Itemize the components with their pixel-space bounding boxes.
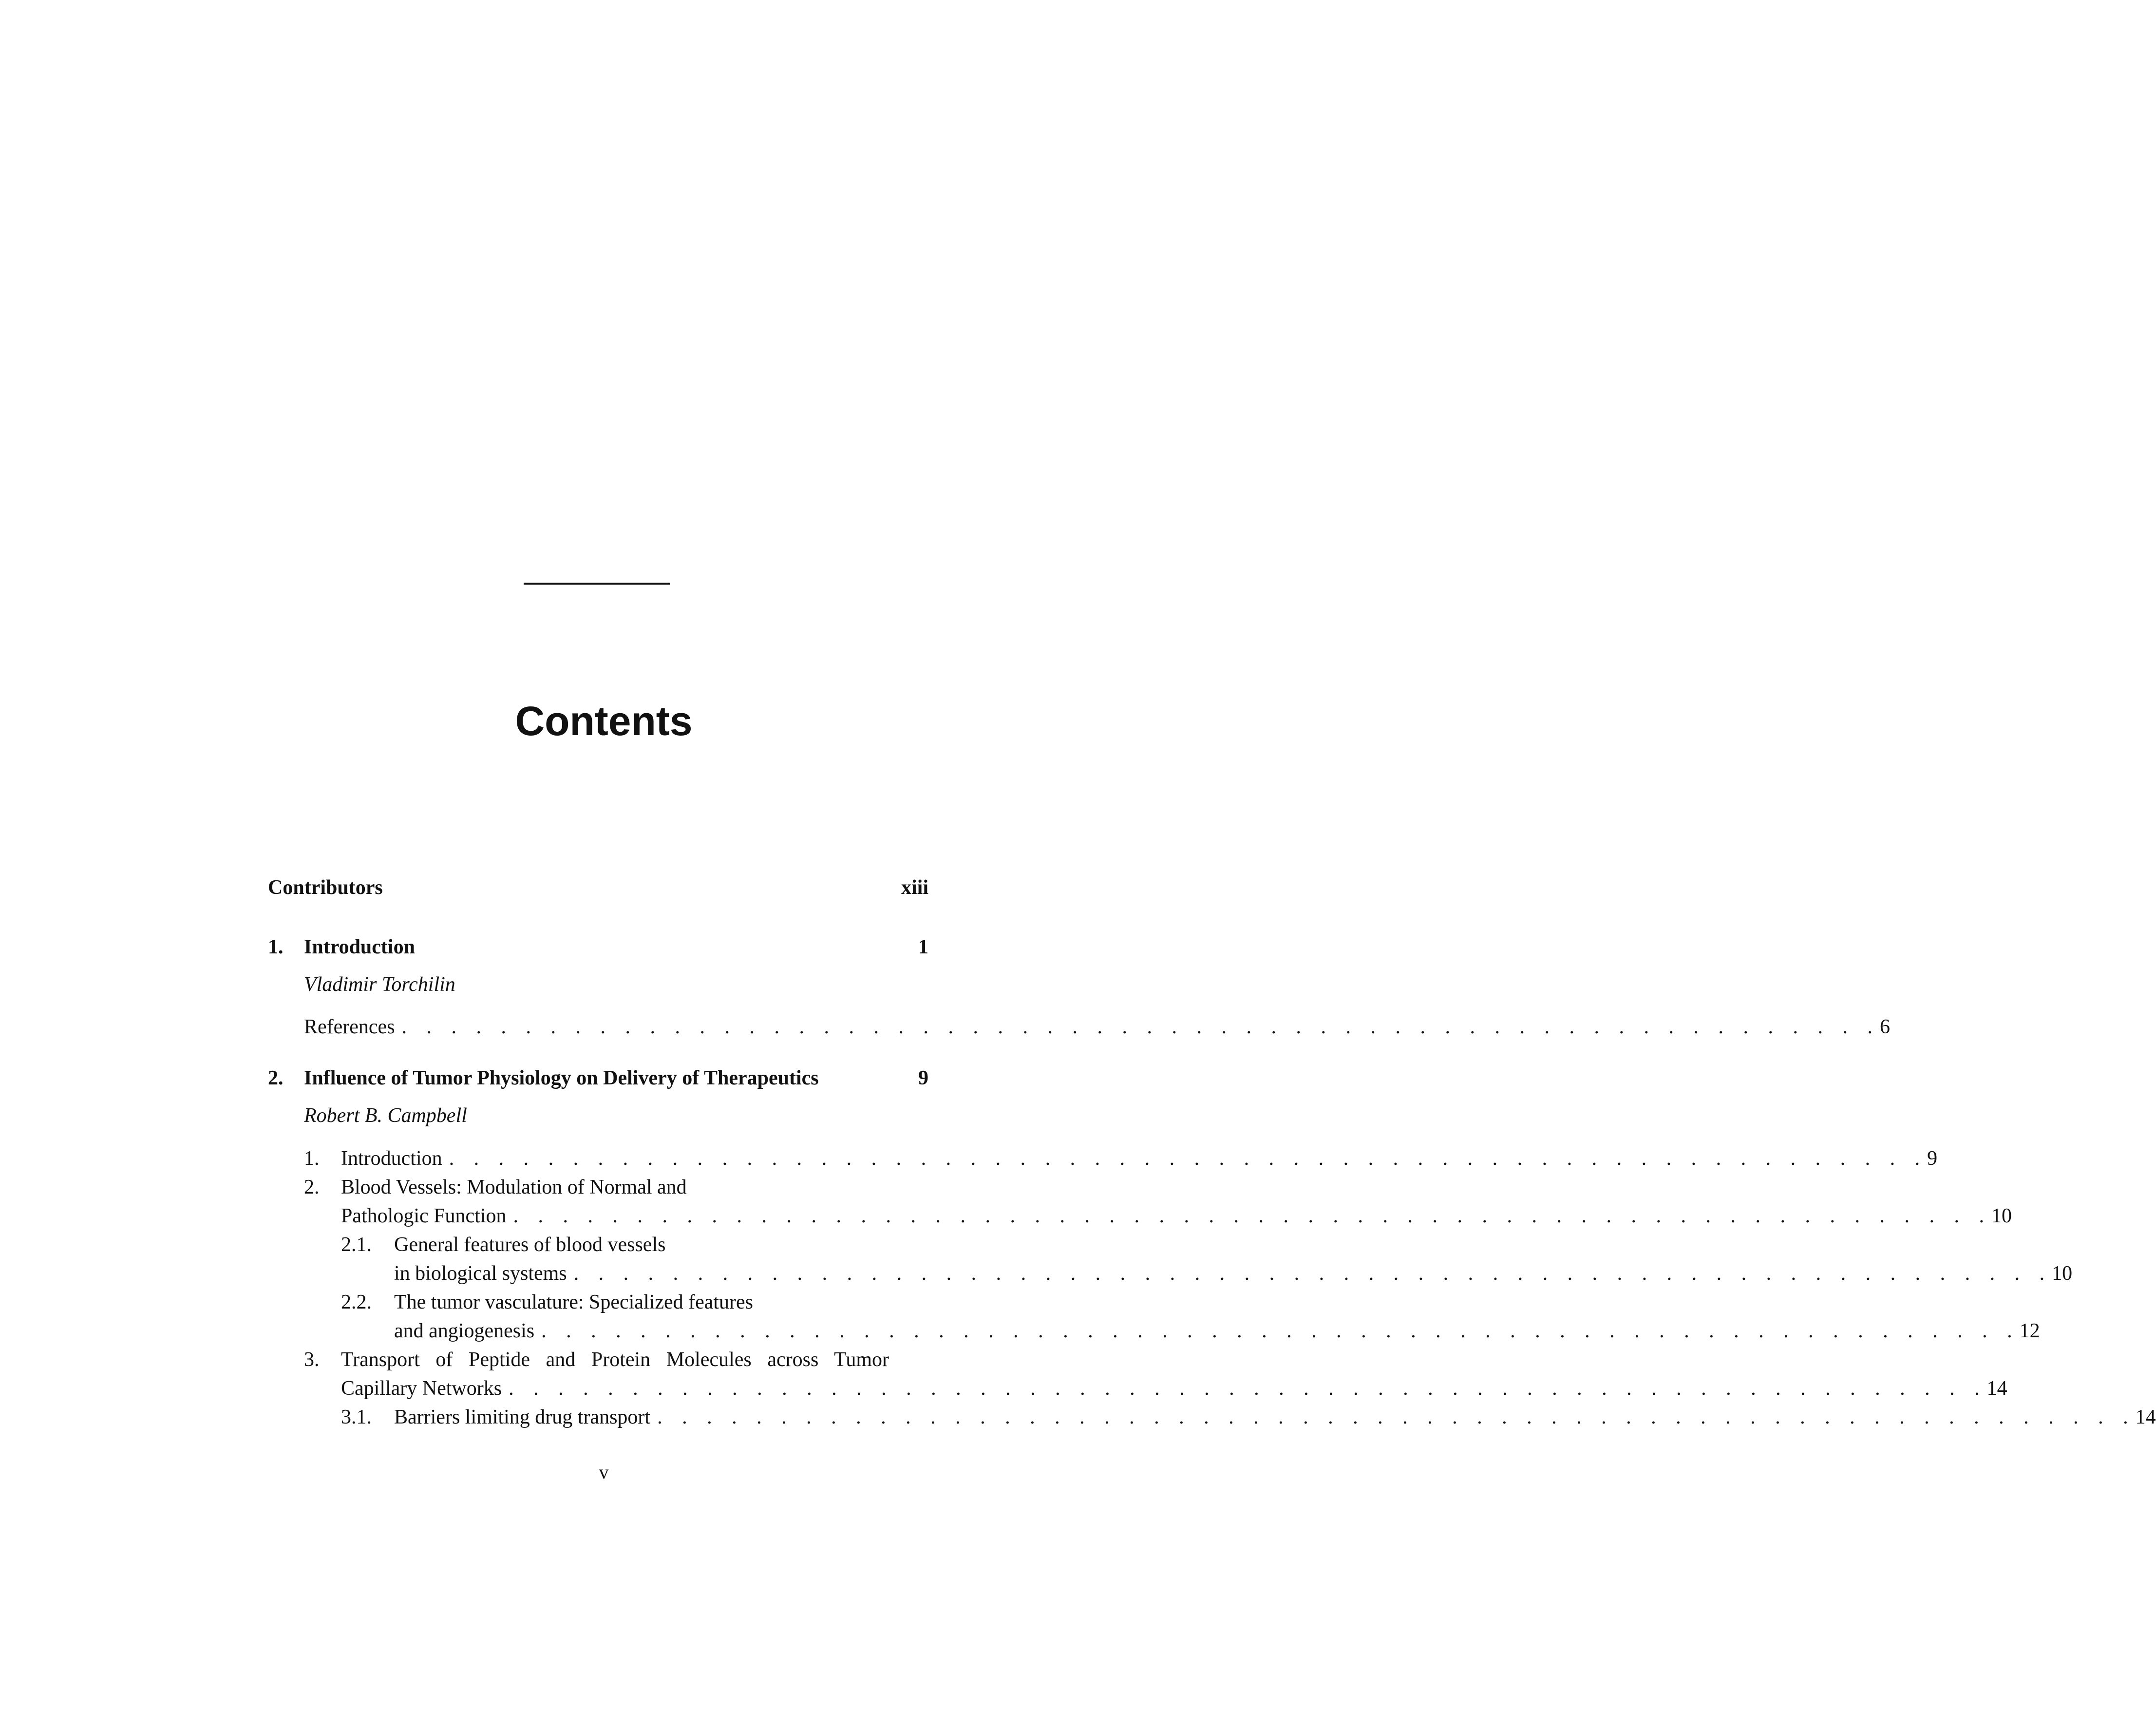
toc-entry-barriers[interactable] [394,1403,2156,1432]
toc-entry-general-features[interactable] [394,1259,2073,1288]
section-number: 2. [304,1176,320,1198]
section-number: 1. [304,1147,320,1170]
entry-text-line1: Blood Vessels: Modulation of Normal and [341,1176,687,1198]
toc-contributors[interactable] [268,873,928,902]
chapter-page: 9 [918,1067,928,1089]
entry-text-line1: General features of blood vessels [394,1234,666,1256]
entry-text: in biological systems [394,1262,567,1285]
entry-text: Capillary Networks [341,1377,502,1400]
chapter-author: Robert B. Campbell [304,1104,467,1127]
chapter-title: Introduction [304,936,415,958]
entry-text-line1: The tumor vasculature: Specialized features [394,1291,754,1313]
toc-entry-transport[interactable] [341,1374,2007,1403]
subsection-number: 2.1. [341,1234,372,1256]
chapter-number: 2. [268,1067,284,1089]
toc-chapter-1[interactable] [268,932,928,962]
leader-dots: . . . . . . . . . . . . . . . . . . . . . . . . . . . . . . . . . . . . . . . . . . . . . . . . . . . . . . . . . . . . [509,1377,1987,1400]
entry-text: Barriers limiting drug transport [394,1406,651,1428]
chapter-page: 1 [918,936,928,958]
leader-dots: . . . . . . . . . . . . . . . . . . . . . . . . . . . . . . . . . . . . . . . . . . . . . . . . . . . . . . . . . . . . [449,1147,1928,1170]
leader-dots: . . . . . . . . . . . . . . . . . . . . . . . . . . . . . . . . . . . . . . . . . . . . . . . . . . . . . . . . . . . . [541,1320,2020,1342]
entry-text-line1: Transport of Peptide and Protein Molecules across Tumor [341,1348,889,1371]
entry-page: 6 [1880,1016,1891,1038]
toc-entry-blood-vessels[interactable] [341,1201,2012,1231]
chapter-author: Vladimir Torchilin [304,973,455,996]
toc-chapter-2[interactable] [268,1063,928,1093]
entry-page: 10 [2052,1262,2073,1285]
entry-page: 9 [1927,1147,1938,1170]
entry-page: 12 [2019,1320,2040,1342]
entry-page: 14 [2135,1406,2156,1428]
entry-text: Introduction [341,1147,442,1170]
contributors-label: Contributors [268,876,383,899]
subsection-number: 3.1. [341,1406,372,1428]
section-number: 3. [304,1348,320,1371]
leader-dots: . . . . . . . . . . . . . . . . . . . . . . . . . . . . . . . . . . . . . . . . . . . . . . . . . . . . . . . . . . . . [573,1262,2052,1285]
page-title: Contents [515,698,693,744]
entry-page: 10 [1991,1205,2012,1227]
page-number: v [599,1461,609,1483]
leader-dots: . . . . . . . . . . . . . . . . . . . . . . . . . . . . . . . . . . . . . . . . . . . . . . . . . . . . . . . . . . . . [401,1016,1880,1038]
toc-entry-tumor-vasculature[interactable] [394,1316,2040,1346]
contributors-page: xiii [901,876,928,899]
entry-text: References [304,1016,395,1038]
leader-dots: . . . . . . . . . . . . . . . . . . . . . . . . . . . . . . . . . . . . . . . . . . . . . . . . . . . . . . . . . . . . [513,1205,1991,1227]
entry-page: 14 [1986,1377,2007,1400]
entry-text: Pathologic Function [341,1205,507,1227]
toc-entry-introduction[interactable] [341,1144,1938,1173]
chapter-number: 1. [268,936,284,958]
subsection-number: 2.2. [341,1291,372,1313]
leader-dots: . . . . . . . . . . . . . . . . . . . . . . . . . . . . . . . . . . . . . . . . . . . . . . . . . . . . . . . . . . . . [657,1406,2136,1428]
toc-entry-references[interactable] [304,1012,1891,1042]
title-rule [524,583,670,585]
chapter-title: Influence of Tumor Physiology on Delivery of Therapeutics [304,1067,819,1089]
entry-text: and angiogenesis [394,1320,535,1342]
